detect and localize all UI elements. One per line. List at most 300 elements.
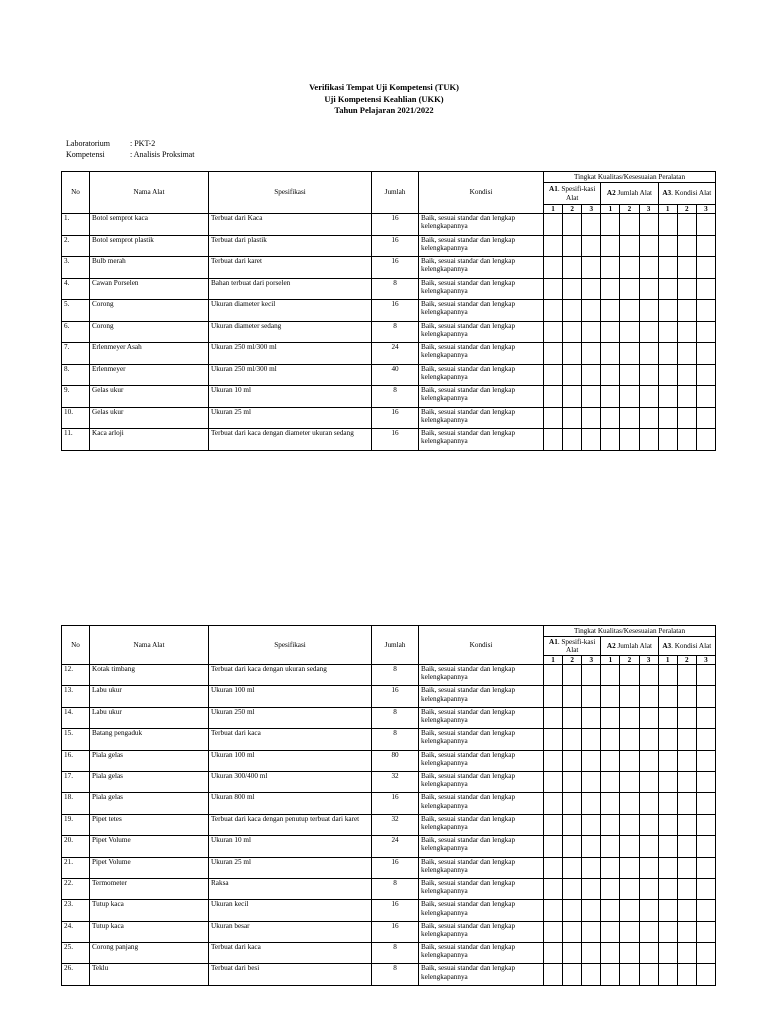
row-nama-alat: Bulb merah <box>90 257 209 279</box>
header-a3 <box>658 183 715 205</box>
score-cell <box>601 964 620 985</box>
score-cell <box>639 921 658 942</box>
score-cell <box>620 686 639 707</box>
score-cell <box>639 300 658 322</box>
score-cell <box>582 943 601 964</box>
row-spesifikasi: Terbuat dari kaca dengan ukuran sedang <box>209 665 372 686</box>
row-nama-alat: Labu ukur <box>90 707 209 728</box>
score-cell <box>696 257 715 279</box>
score-cell <box>544 771 563 792</box>
score-cell <box>639 836 658 857</box>
score-cell <box>544 793 563 814</box>
score-number-header: 3 <box>582 656 601 665</box>
score-cell <box>639 729 658 750</box>
score-cell <box>696 686 715 707</box>
score-cell <box>658 235 677 257</box>
row-jumlah: 8 <box>372 729 419 750</box>
score-cell <box>582 686 601 707</box>
row-jumlah: 16 <box>372 900 419 921</box>
score-cell <box>658 321 677 343</box>
row-nama-alat: Piala gelas <box>90 793 209 814</box>
score-cell <box>563 343 582 365</box>
score-cell <box>658 836 677 857</box>
row-kondisi: Baik, sesuai standar dan lengkap kelengkapannya <box>419 750 544 771</box>
row-jumlah: 8 <box>372 943 419 964</box>
row-jumlah: 16 <box>372 257 419 279</box>
row-nama-alat: Pipet Volume <box>90 857 209 878</box>
score-cell <box>544 343 563 365</box>
score-cell <box>658 257 677 279</box>
score-cell <box>582 814 601 835</box>
table-row <box>62 707 716 728</box>
score-number-header: 3 <box>696 656 715 665</box>
score-cell <box>582 278 601 300</box>
score-cell <box>563 943 582 964</box>
score-cell <box>658 771 677 792</box>
score-cell <box>544 878 563 899</box>
score-cell <box>582 386 601 408</box>
score-number-header: 3 <box>639 656 658 665</box>
score-cell <box>582 407 601 429</box>
score-cell <box>639 857 658 878</box>
row-number: 20. <box>62 836 90 857</box>
score-number-header: 1 <box>544 656 563 665</box>
score-number-header: 2 <box>677 656 696 665</box>
row-spesifikasi: Terbuat dari kaca dengan diameter ukuran sedang <box>209 429 372 451</box>
score-cell <box>620 793 639 814</box>
table-row <box>62 665 716 686</box>
score-cell <box>677 278 696 300</box>
header-a2 <box>601 637 658 656</box>
score-cell <box>620 343 639 365</box>
row-spesifikasi: Ukuran 100 ml <box>209 750 372 771</box>
row-nama-alat: Labu ukur <box>90 686 209 707</box>
score-cell <box>639 707 658 728</box>
score-cell <box>677 321 696 343</box>
title-line-1: Verifikasi Tempat Uji Kompetensi (TUK) <box>309 82 459 92</box>
score-cell <box>563 235 582 257</box>
score-cell <box>601 278 620 300</box>
row-spesifikasi: Ukuran 300/400 ml <box>209 771 372 792</box>
score-cell <box>677 300 696 322</box>
score-number-header: 1 <box>601 205 620 214</box>
score-cell <box>677 407 696 429</box>
row-jumlah: 8 <box>372 707 419 728</box>
row-nama-alat: Gelas ukur <box>90 386 209 408</box>
score-cell <box>639 235 658 257</box>
score-cell <box>696 814 715 835</box>
score-cell <box>563 429 582 451</box>
score-cell <box>639 878 658 899</box>
score-cell <box>696 429 715 451</box>
score-cell <box>696 943 715 964</box>
meta-block <box>66 138 194 160</box>
header-jumlah: Jumlah <box>372 172 419 214</box>
row-kondisi: Baik, sesuai standar dan lengkap kelengkapannya <box>419 921 544 942</box>
row-kondisi: Baik, sesuai standar dan lengkap kelengkapannya <box>419 364 544 386</box>
row-number: 26. <box>62 964 90 985</box>
table-row <box>62 750 716 771</box>
header-no: No <box>62 626 90 665</box>
score-cell <box>601 257 620 279</box>
score-cell <box>620 300 639 322</box>
score-cell <box>601 343 620 365</box>
score-cell <box>544 686 563 707</box>
row-number: 21. <box>62 857 90 878</box>
header-a1-code: A1 <box>549 637 558 646</box>
row-spesifikasi: Ukuran 25 ml <box>209 407 372 429</box>
score-cell <box>677 729 696 750</box>
row-kondisi: Baik, sesuai standar dan lengkap kelengkapannya <box>419 729 544 750</box>
score-cell <box>601 364 620 386</box>
row-jumlah: 16 <box>372 235 419 257</box>
score-cell <box>620 857 639 878</box>
score-cell <box>696 750 715 771</box>
row-jumlah: 32 <box>372 771 419 792</box>
row-number: 18. <box>62 793 90 814</box>
score-cell <box>582 257 601 279</box>
score-number-header: 1 <box>601 656 620 665</box>
score-cell <box>544 278 563 300</box>
row-number: 3. <box>62 257 90 279</box>
row-nama-alat: Botol semprot plastik <box>90 235 209 257</box>
row-nama-alat: Corong panjang <box>90 943 209 964</box>
row-nama-alat: Kotak timbang <box>90 665 209 686</box>
title-line-3: Tahun Pelajaran 2021/2022 <box>334 105 434 115</box>
score-cell <box>544 235 563 257</box>
score-cell <box>563 300 582 322</box>
row-jumlah: 8 <box>372 878 419 899</box>
row-jumlah: 16 <box>372 921 419 942</box>
row-spesifikasi: Ukuran 800 ml <box>209 793 372 814</box>
row-number: 7. <box>62 343 90 365</box>
score-cell <box>677 214 696 236</box>
score-cell <box>601 750 620 771</box>
score-cell <box>544 429 563 451</box>
score-cell <box>601 321 620 343</box>
score-cell <box>696 386 715 408</box>
score-cell <box>620 750 639 771</box>
row-jumlah: 8 <box>372 665 419 686</box>
row-number: 23. <box>62 900 90 921</box>
score-cell <box>601 707 620 728</box>
row-nama-alat: Batang pengaduk <box>90 729 209 750</box>
score-cell <box>696 214 715 236</box>
score-cell <box>658 878 677 899</box>
row-kondisi: Baik, sesuai standar dan lengkap kelengkapannya <box>419 235 544 257</box>
score-cell <box>563 257 582 279</box>
score-cell <box>563 921 582 942</box>
row-kondisi: Baik, sesuai standar dan lengkap kelengkapannya <box>419 321 544 343</box>
row-spesifikasi: Ukuran 250 ml/300 ml <box>209 364 372 386</box>
row-number: 19. <box>62 814 90 835</box>
score-cell <box>639 429 658 451</box>
score-cell <box>658 278 677 300</box>
row-spesifikasi: Terbuat dari kaca <box>209 943 372 964</box>
score-cell <box>582 878 601 899</box>
row-number: 5. <box>62 300 90 322</box>
row-spesifikasi: Ukuran diameter sedang <box>209 321 372 343</box>
score-cell <box>620 429 639 451</box>
score-number-header: 2 <box>563 656 582 665</box>
row-nama-alat: Piala gelas <box>90 771 209 792</box>
row-spesifikasi: Ukuran 25 ml <box>209 857 372 878</box>
score-cell <box>658 300 677 322</box>
score-cell <box>677 750 696 771</box>
header-tingkat: Tingkat Kualitas/Kesesuaian Peralatan <box>544 172 716 183</box>
score-cell <box>639 257 658 279</box>
header-a3-text: . Kondisi Alat <box>671 641 712 650</box>
row-nama-alat: Gelas ukur <box>90 407 209 429</box>
lab-label: Laboratorium <box>66 139 110 148</box>
row-kondisi: Baik, sesuai standar dan lengkap kelengkapannya <box>419 793 544 814</box>
score-cell <box>639 750 658 771</box>
score-cell <box>696 665 715 686</box>
row-spesifikasi: Terbuat dari karet <box>209 257 372 279</box>
header-a2 <box>601 183 658 205</box>
table-row <box>62 771 716 792</box>
score-cell <box>639 321 658 343</box>
score-cell <box>658 407 677 429</box>
score-cell <box>620 964 639 985</box>
row-jumlah: 16 <box>372 429 419 451</box>
table-row <box>62 407 716 429</box>
row-kondisi: Baik, sesuai standar dan lengkap kelengkapannya <box>419 343 544 365</box>
score-cell <box>696 364 715 386</box>
score-cell <box>544 300 563 322</box>
row-nama-alat: Tutup kaca <box>90 921 209 942</box>
table-row <box>62 943 716 964</box>
score-cell <box>620 386 639 408</box>
score-cell <box>601 814 620 835</box>
row-spesifikasi: Terbuat dari plastik <box>209 235 372 257</box>
score-cell <box>544 364 563 386</box>
header-nama: Nama Alat <box>90 626 209 665</box>
row-kondisi: Baik, sesuai standar dan lengkap kelengkapannya <box>419 771 544 792</box>
score-cell <box>677 857 696 878</box>
row-number: 4. <box>62 278 90 300</box>
score-cell <box>563 857 582 878</box>
score-cell <box>620 257 639 279</box>
score-cell <box>696 729 715 750</box>
score-cell <box>601 729 620 750</box>
score-cell <box>620 707 639 728</box>
score-cell <box>639 665 658 686</box>
score-cell <box>544 707 563 728</box>
header-kondisi: Kondisi <box>419 626 544 665</box>
score-cell <box>601 235 620 257</box>
row-spesifikasi: Ukuran besar <box>209 921 372 942</box>
row-spesifikasi: Terbuat dari kaca <box>209 729 372 750</box>
row-number: 25. <box>62 943 90 964</box>
table-row <box>62 300 716 322</box>
equipment-table-2 <box>61 625 716 986</box>
score-cell <box>620 836 639 857</box>
row-jumlah: 8 <box>372 321 419 343</box>
row-number: 22. <box>62 878 90 899</box>
row-kondisi: Baik, sesuai standar dan lengkap kelengkapannya <box>419 964 544 985</box>
score-cell <box>544 857 563 878</box>
score-cell <box>601 900 620 921</box>
row-number: 9. <box>62 386 90 408</box>
row-number: 11. <box>62 429 90 451</box>
score-cell <box>696 857 715 878</box>
score-cell <box>563 900 582 921</box>
score-cell <box>696 300 715 322</box>
score-cell <box>582 235 601 257</box>
score-cell <box>696 407 715 429</box>
score-cell <box>639 386 658 408</box>
table-row <box>62 214 716 236</box>
row-spesifikasi: Ukuran 250 ml <box>209 707 372 728</box>
title-line-2: Uji Kompetensi Keahlian (UKK) <box>324 93 444 104</box>
score-cell <box>582 921 601 942</box>
row-kondisi: Baik, sesuai standar dan lengkap kelengkapannya <box>419 407 544 429</box>
score-cell <box>563 214 582 236</box>
score-cell <box>601 300 620 322</box>
score-cell <box>677 771 696 792</box>
row-number: 17. <box>62 771 90 792</box>
score-cell <box>658 429 677 451</box>
row-nama-alat: Cawan Porselen <box>90 278 209 300</box>
row-spesifikasi: Ukuran diameter kecil <box>209 300 372 322</box>
score-cell <box>563 793 582 814</box>
score-cell <box>696 321 715 343</box>
score-cell <box>658 964 677 985</box>
score-cell <box>544 943 563 964</box>
header-a3 <box>658 637 715 656</box>
score-cell <box>582 300 601 322</box>
equipment-table-1 <box>61 171 716 451</box>
score-cell <box>696 921 715 942</box>
score-number-header: 1 <box>544 205 563 214</box>
score-cell <box>696 878 715 899</box>
score-cell <box>658 364 677 386</box>
score-cell <box>639 771 658 792</box>
score-cell <box>582 665 601 686</box>
row-kondisi: Baik, sesuai standar dan lengkap kelengkapannya <box>419 300 544 322</box>
row-number: 8. <box>62 364 90 386</box>
score-cell <box>677 235 696 257</box>
row-number: 13. <box>62 686 90 707</box>
score-cell <box>696 900 715 921</box>
row-jumlah: 16 <box>372 857 419 878</box>
score-cell <box>620 814 639 835</box>
score-cell <box>544 665 563 686</box>
table-row <box>62 429 716 451</box>
score-number-header: 1 <box>658 205 677 214</box>
score-cell <box>544 407 563 429</box>
row-kondisi: Baik, sesuai standar dan lengkap kelengkapannya <box>419 707 544 728</box>
score-cell <box>563 278 582 300</box>
score-cell <box>639 900 658 921</box>
table-row <box>62 278 716 300</box>
row-spesifikasi: Terbuat dari kaca dengan penutup terbuat dari karet <box>209 814 372 835</box>
row-number: 1. <box>62 214 90 236</box>
row-jumlah: 40 <box>372 364 419 386</box>
score-cell <box>563 407 582 429</box>
score-cell <box>582 750 601 771</box>
row-nama-alat: Erlenmeyer <box>90 364 209 386</box>
table-row <box>62 686 716 707</box>
header-a1-text: . Spesifi-kasi Alat <box>557 637 596 654</box>
score-cell <box>620 665 639 686</box>
row-nama-alat: Tutup kaca <box>90 900 209 921</box>
score-cell <box>563 321 582 343</box>
row-spesifikasi: Ukuran 100 ml <box>209 686 372 707</box>
score-cell <box>601 836 620 857</box>
row-number: 16. <box>62 750 90 771</box>
score-number-header: 1 <box>658 656 677 665</box>
header-kondisi: Kondisi <box>419 172 544 214</box>
score-cell <box>677 343 696 365</box>
row-jumlah: 32 <box>372 814 419 835</box>
score-cell <box>620 407 639 429</box>
komp-label: Kompetensi <box>66 150 105 159</box>
score-cell <box>563 686 582 707</box>
score-cell <box>677 836 696 857</box>
score-cell <box>582 729 601 750</box>
row-number: 2. <box>62 235 90 257</box>
lab-value: : PKT-2 <box>130 139 156 148</box>
score-cell <box>639 686 658 707</box>
score-cell <box>563 707 582 728</box>
score-cell <box>582 321 601 343</box>
header-tingkat: Tingkat Kualitas/Kesesuaian Peralatan <box>544 626 716 637</box>
score-cell <box>677 964 696 985</box>
score-cell <box>544 900 563 921</box>
row-nama-alat: Corong <box>90 300 209 322</box>
score-cell <box>582 429 601 451</box>
score-cell <box>544 386 563 408</box>
header-spesifikasi: Spesifikasi <box>209 172 372 214</box>
row-kondisi: Baik, sesuai standar dan lengkap kelengkapannya <box>419 214 544 236</box>
table-row <box>62 321 716 343</box>
row-jumlah: 8 <box>372 386 419 408</box>
score-cell <box>639 407 658 429</box>
score-cell <box>563 771 582 792</box>
row-spesifikasi: Raksa <box>209 878 372 899</box>
score-cell <box>582 343 601 365</box>
score-cell <box>677 921 696 942</box>
row-spesifikasi: Ukuran 10 ml <box>209 386 372 408</box>
header-a1 <box>544 183 601 205</box>
header-a3-code: A3 <box>662 641 672 650</box>
row-kondisi: Baik, sesuai standar dan lengkap kelengkapannya <box>419 386 544 408</box>
score-cell <box>582 364 601 386</box>
score-number-header: 3 <box>582 205 601 214</box>
score-cell <box>601 214 620 236</box>
score-cell <box>658 343 677 365</box>
header-a2-text: Jumlah Alat <box>615 189 653 198</box>
row-jumlah: 16 <box>372 686 419 707</box>
score-cell <box>563 964 582 985</box>
score-cell <box>696 343 715 365</box>
row-kondisi: Baik, sesuai standar dan lengkap kelengkapannya <box>419 878 544 899</box>
score-cell <box>544 321 563 343</box>
score-cell <box>639 793 658 814</box>
score-cell <box>544 257 563 279</box>
row-nama-alat: Piala gelas <box>90 750 209 771</box>
score-cell <box>563 386 582 408</box>
score-cell <box>620 235 639 257</box>
score-cell <box>544 921 563 942</box>
score-cell <box>601 429 620 451</box>
score-number-header: 2 <box>563 205 582 214</box>
score-cell <box>696 235 715 257</box>
score-cell <box>563 836 582 857</box>
score-cell <box>582 793 601 814</box>
